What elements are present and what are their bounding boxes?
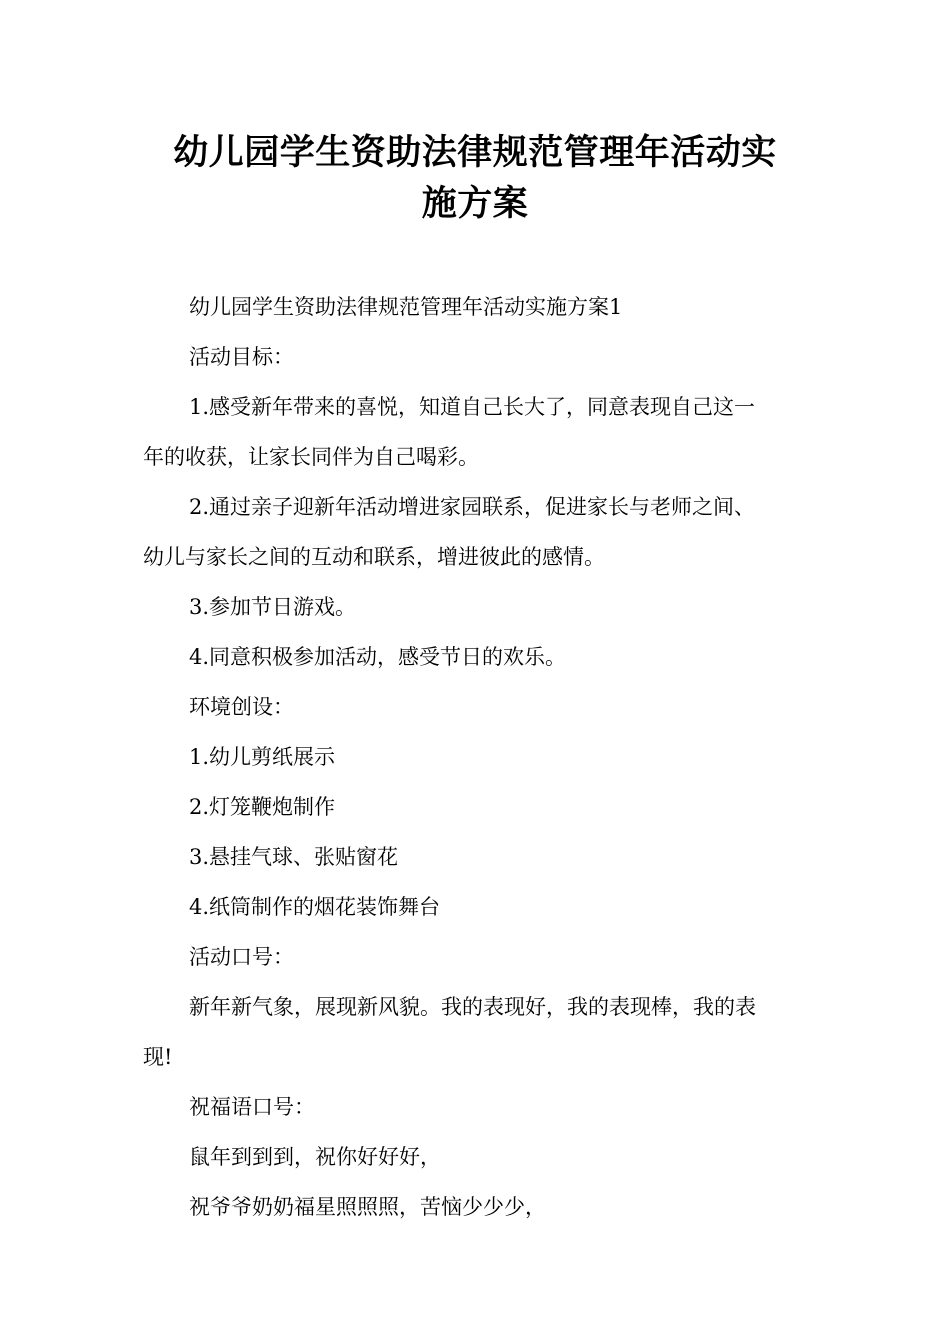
- subheading-blessing: 祝福语口号：: [189, 1095, 315, 1119]
- subheading-slogan: 活动口号：: [189, 945, 294, 969]
- subheading-goals: 活动目标：: [189, 345, 294, 369]
- goal-item-1-line-1: 1.感受新年带来的喜悦，知道自己长大了，同意表现自己这一: [189, 395, 756, 419]
- blessing-line-1: 鼠年到到到，祝你好好好，: [189, 1145, 441, 1169]
- goal-item-2: [143, 482, 809, 582]
- goal-item-2-line-2: 幼儿与家长之间的互动和联系，增进彼此的感情。: [143, 545, 605, 569]
- title-line-1: 幼儿园学生资助法律规范管理年活动实: [173, 133, 777, 173]
- document-body: [143, 282, 809, 1232]
- blessing-line-2: 祝爷爷奶奶福星照照照，苦恼少少少，: [189, 1195, 546, 1219]
- environment-item-3: 3.悬挂气球、张贴窗花: [189, 845, 399, 869]
- goal-item-1-line-2: 年的收获，让家长同伴为自己喝彩。: [143, 445, 479, 469]
- subheading-environment: 环境创设：: [189, 695, 294, 719]
- goal-item-3: 3.参加节日游戏。: [189, 595, 357, 619]
- slogan-text-line-2: 现!: [143, 1045, 173, 1069]
- document-title: [140, 128, 810, 230]
- slogan-text: [143, 982, 809, 1082]
- goal-item-2-line-1: 2.通过亲子迎新年活动增进家园联系，促进家长与老师之间、: [189, 495, 756, 519]
- environment-item-2: 2.灯笼鞭炮制作: [189, 795, 336, 819]
- section-heading: 幼儿园学生资助法律规范管理年活动实施方案1: [189, 295, 623, 319]
- goal-item-4: 4.同意积极参加活动，感受节日的欢乐。: [189, 645, 567, 669]
- title-line-2: 施方案: [421, 184, 529, 224]
- slogan-text-line-1: 新年新气象，展现新风貌。我的表现好，我的表现棒，我的表: [189, 995, 756, 1019]
- environment-item-4: 4.纸筒制作的烟花装饰舞台: [189, 895, 441, 919]
- goal-item-1: [143, 382, 809, 482]
- environment-item-1: 1.幼儿剪纸展示: [189, 745, 336, 769]
